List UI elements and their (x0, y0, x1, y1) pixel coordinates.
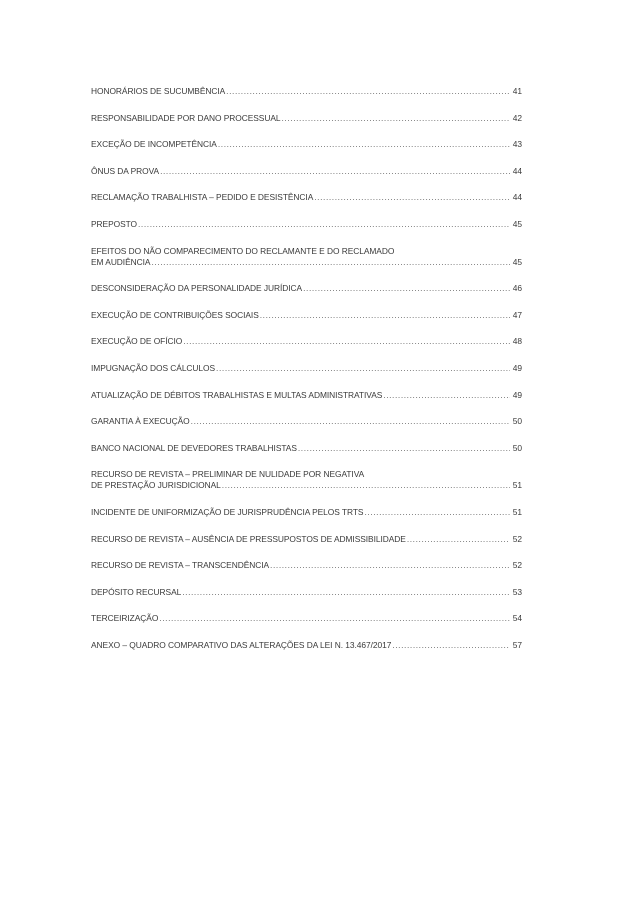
toc-dot-leader (226, 86, 510, 97)
toc-entry (91, 166, 522, 193)
toc-entry-line (91, 560, 522, 571)
toc-entry-title: EFEITOS DO NÃO COMPARECIMENTO DO RECLAMANTE E DO RECLAMADO (91, 245, 395, 256)
toc-entry-title: EM AUDIÊNCIA (91, 256, 151, 267)
toc-entry-title: BANCO NACIONAL DE DEVEDORES TRABALHISTAS (91, 442, 297, 453)
toc-dot-leader (191, 416, 510, 427)
toc-entry-title: RECURSO DE REVISTA – PRELIMINAR DE NULIDADE POR NEGATIVA (91, 469, 365, 480)
toc-entry (91, 86, 522, 113)
toc-entry-line (91, 246, 522, 257)
toc-dot-leader (218, 139, 510, 150)
toc-dot-leader (270, 560, 510, 571)
toc-page-number: 52 (512, 533, 522, 544)
toc-page-number: 49 (512, 389, 522, 400)
toc-entry-title: GARANTIA À EXECUÇÃO (91, 416, 190, 427)
toc-entry (91, 246, 522, 284)
toc-dot-leader (281, 113, 510, 124)
toc-entry (91, 587, 522, 614)
toc-entry (91, 390, 522, 417)
toc-entry-line (91, 587, 522, 598)
toc-entry-line (91, 480, 522, 491)
toc-entry (91, 336, 522, 363)
toc-entry-line (91, 390, 522, 401)
toc-entry (91, 469, 522, 507)
toc-dot-leader (364, 507, 510, 518)
toc-entry-title: RECLAMAÇÃO TRABALHISTA – PEDIDO E DESISTÊNCIA (91, 192, 314, 203)
toc-entry (91, 113, 522, 140)
toc-entry-title: RECURSO DE REVISTA – TRANSCENDÊNCIA (91, 560, 270, 571)
toc-page-number: 47 (512, 309, 522, 320)
toc-entry (91, 443, 522, 470)
toc-entry-title: PREPOSTO (91, 218, 137, 229)
toc-page-number: 43 (512, 139, 522, 150)
toc-entry-line (91, 310, 522, 321)
toc-entry-title: ATUALIZAÇÃO DE DÉBITOS TRABALHISTAS E MULTAS ADMINISTRATIVAS (91, 389, 383, 400)
toc-dot-leader (260, 310, 510, 321)
toc-dot-leader (151, 257, 510, 268)
toc-dot-leader (216, 363, 510, 374)
toc-entry-line (91, 219, 522, 230)
toc-entry-line (91, 192, 522, 203)
toc-entry (91, 363, 522, 390)
toc-page-number: 41 (512, 86, 522, 96)
toc-page-number: 51 (512, 506, 522, 517)
toc-entry-line (91, 113, 522, 124)
toc-entry-line (91, 469, 522, 480)
toc-entry-title: ÔNUS DA PROVA (91, 165, 160, 176)
toc-entry (91, 139, 522, 166)
toc-page-number: 51 (512, 480, 522, 491)
toc-entry-title: ANEXO – QUADRO COMPARATIVO DAS ALTERAÇÕES DA LEI N. 13.467/2017 (91, 639, 392, 650)
toc-entry (91, 613, 522, 640)
toc-entry-line (91, 416, 522, 427)
toc-dot-leader (159, 613, 510, 624)
toc-entry (91, 283, 522, 310)
toc-dot-leader (222, 480, 510, 491)
toc-entry-title: RESPONSABILIDADE POR DANO PROCESSUAL (91, 112, 281, 123)
table-of-contents (91, 86, 522, 666)
toc-entry-line (91, 336, 522, 347)
toc-entry (91, 310, 522, 337)
toc-dot-leader (183, 336, 510, 347)
toc-page-number: 42 (512, 112, 522, 123)
toc-page-number: 50 (512, 442, 522, 453)
toc-entry-line (91, 534, 522, 545)
toc-entry (91, 219, 522, 246)
toc-entry-line (91, 86, 522, 97)
toc-page-number: 46 (512, 283, 522, 294)
toc-entry-title: DESCONSIDERAÇÃO DA PERSONALIDADE JURÍDICA (91, 283, 303, 294)
toc-page-number: 52 (512, 560, 522, 571)
toc-entry-line (91, 283, 522, 294)
toc-dot-leader (298, 443, 510, 454)
toc-entry-line (91, 363, 522, 374)
toc-dot-leader (407, 534, 510, 545)
toc-entry-line (91, 139, 522, 150)
toc-entry-title: DEPÓSITO RECURSAL (91, 586, 182, 597)
toc-entry-line (91, 166, 522, 177)
toc-dot-leader (182, 587, 510, 598)
toc-entry-title: RECURSO DE REVISTA – AUSÊNCIA DE PRESSUPOSTOS DE ADMISSIBILIDADE (91, 533, 406, 544)
toc-page-number: 50 (512, 416, 522, 427)
toc-entry-title: IMPUGNAÇÃO DOS CÁLCULOS (91, 362, 216, 373)
toc-entry-line (91, 640, 522, 651)
toc-dot-leader (160, 166, 510, 177)
toc-entry (91, 640, 522, 667)
toc-page-number: 53 (512, 586, 522, 597)
toc-page-number: 57 (512, 639, 522, 650)
toc-page-number: 44 (512, 165, 522, 176)
toc-entry (91, 507, 522, 534)
toc-dot-leader (303, 283, 510, 294)
toc-entry (91, 192, 522, 219)
toc-entry-line (91, 507, 522, 518)
toc-page-number: 49 (512, 362, 522, 373)
toc-page-number: 54 (512, 613, 522, 624)
toc-entry-line (91, 443, 522, 454)
toc-entry-title: HONORÁRIOS DE SUCUMBÊNCIA (91, 86, 226, 96)
toc-entry-title: DE PRESTAÇÃO JURISDICIONAL (91, 480, 221, 491)
toc-entry-title: EXECUÇÃO DE CONTRIBUIÇÕES SOCIAIS (91, 309, 259, 320)
toc-dot-leader (392, 640, 510, 651)
toc-entry-line (91, 613, 522, 624)
toc-entry-title: EXECUÇÃO DE OFÍCIO (91, 336, 183, 347)
toc-entry-title: INCIDENTE DE UNIFORMIZAÇÃO DE JURISPRUDÊNCIA PELOS TRTS (91, 506, 364, 517)
toc-dot-leader (383, 390, 510, 401)
toc-page-number: 45 (512, 218, 522, 229)
toc-dot-leader (138, 219, 510, 230)
toc-entry-title: EXCEÇÃO DE INCOMPETÊNCIA (91, 139, 217, 150)
toc-entry-line (91, 257, 522, 268)
toc-entry (91, 560, 522, 587)
toc-page-number: 45 (512, 256, 522, 267)
toc-dot-leader (314, 192, 510, 203)
toc-page-number: 48 (512, 336, 522, 347)
toc-entry (91, 534, 522, 561)
toc-page-number: 44 (512, 192, 522, 203)
toc-entry-title: TERCEIRIZAÇÃO (91, 613, 159, 624)
toc-entry (91, 416, 522, 443)
